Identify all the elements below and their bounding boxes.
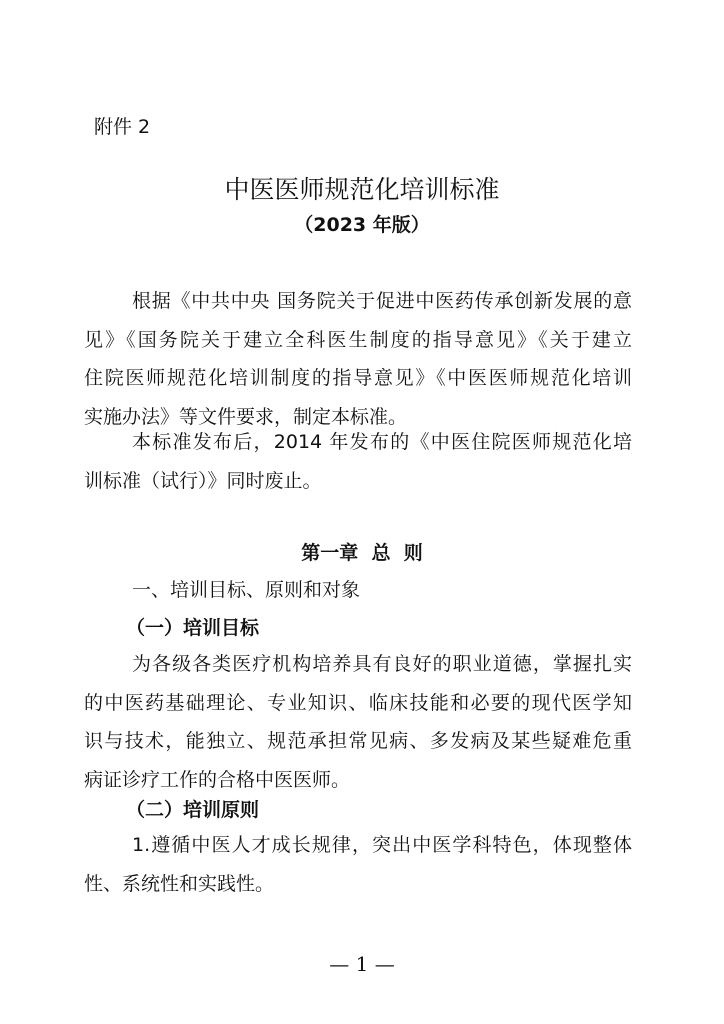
chapter-title: 第一章 总 则 xyxy=(301,542,423,564)
page-number: — 1 — xyxy=(329,952,395,976)
attachment-label: 附件 2 xyxy=(94,116,151,138)
edition-subtitle: （2023 年版） xyxy=(294,214,430,236)
paragraph-line: 见》《国务院关于建立全科医生制度的指导意见》《关于建立 xyxy=(84,328,632,351)
intro-paragraph-2 xyxy=(84,423,632,500)
paragraph-line: 实施办法》等文件要求，制定本标准。 xyxy=(84,405,408,428)
paragraph-line: 的中医药基础理论、专业知识、临床技能和必要的现代医学知 xyxy=(84,691,632,714)
paragraph-line: 为各级各类医疗机构培养具有良好的职业道德，掌握扎实 xyxy=(132,653,632,675)
section-heading: 一、培训目标、原则和对象 xyxy=(132,579,361,601)
intro-paragraph-1 xyxy=(84,282,632,436)
paragraph-line: 性、系统性和实践性。 xyxy=(84,872,275,895)
subsection-heading-goals: （一）培训目标 xyxy=(126,617,260,639)
paragraph-line: 训标准（试行）》同时废止。 xyxy=(84,469,322,492)
paragraph-line: 根据《中共中央 国务院关于促进中医药传承创新发展的意 xyxy=(132,290,632,312)
paragraph-line: 住院医师规范化培训制度的指导意见》《中医医师规范化培训 xyxy=(84,367,632,389)
paragraph-line: 识与技术，能独立、规范承担常见病、多发病及某些疑难危重 xyxy=(84,730,632,752)
principle-paragraph xyxy=(84,826,632,903)
paragraph-line: 1.遵循中医人才成长规律，突出中医学科特色，体现整体 xyxy=(132,834,632,856)
paragraph-line: 本标准发布后，2014 年发布的《中医住院医师规范化培 xyxy=(132,431,632,453)
paragraph-line: 病证诊疗工作的合格中医医师。 xyxy=(84,768,351,791)
subsection-heading-principles: （二）培训原则 xyxy=(126,799,260,821)
goal-paragraph xyxy=(84,645,632,799)
document-title: 中医医师规范化培训标准 xyxy=(224,175,500,204)
